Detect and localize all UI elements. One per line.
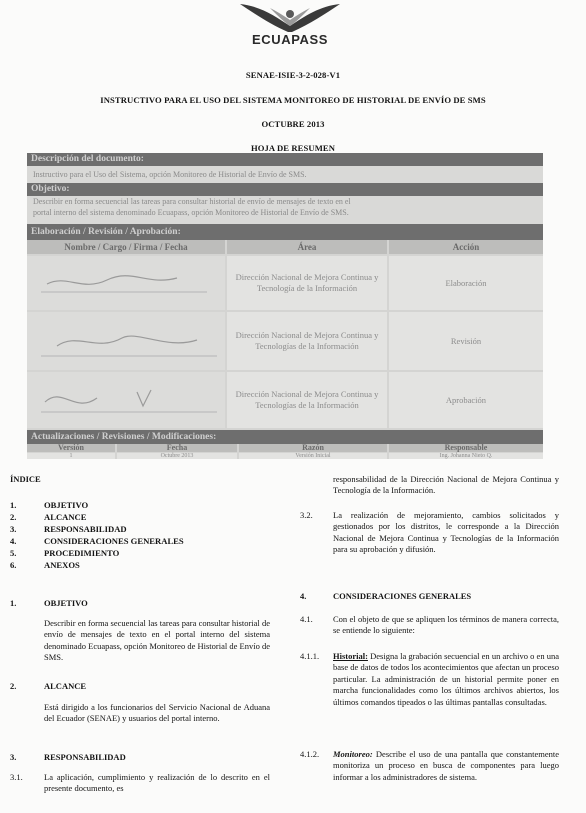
index-item-objetivo[interactable]: OBJETIVO [44, 500, 89, 510]
logo-wordmark: ECUAPASS [251, 32, 329, 47]
mods-header-date: Fecha [117, 444, 237, 452]
index-item-num: 2. [10, 512, 17, 522]
signature-icon [27, 256, 225, 310]
section-4-1-2-number: 4.1.2. [300, 749, 320, 759]
objective-text-line-1: Describir en forma secuencial las tareas para consultar historial de envío de mensajes de texto en el [27, 196, 543, 207]
section-2-number: 2. [10, 681, 17, 691]
section-4-number: 4. [300, 591, 307, 601]
signature-cell [27, 256, 225, 310]
mods-responsible: Ing. Johanna Nieto Q. [389, 453, 543, 459]
row-1-action: Elaboración [389, 256, 543, 310]
section-2-text: Está dirigido a los funcionarios del Servicio Nacional de Aduana del Ecuador (SENAE) y usuarios del portal interno. [44, 702, 270, 724]
column-header-names: Nombre / Cargo / Firma / Fecha [27, 240, 225, 254]
mods-header-reason: Razón [239, 444, 387, 452]
section-3-2-text: La realización de mejoramiento, cambios solicitados y gestionados por los distritos, le corresponde a la Dirección Nacional de Mejora Continua y Tecnologías de la Información para su aprobación y difusión. [333, 510, 559, 555]
section-2-title: ALCANCE [44, 681, 87, 691]
signature-cell [27, 312, 225, 370]
signature-cell [27, 372, 225, 428]
section-1-text: Describir en forma secuencial las tareas para consultar historial de envío de mensajes de texto en el portal interno del sistema denominado Ecuapass, opción Monitoreo de Historial de Envío de SMS. [44, 618, 270, 663]
row-2-action: Revisión [389, 312, 543, 370]
section-4-1-number: 4.1. [300, 614, 313, 624]
index-item-num: 1. [10, 500, 17, 510]
section-3-1-number: 3.1. [10, 772, 23, 782]
section-4-1-2-block [333, 749, 559, 783]
mods-version: 1 [27, 453, 115, 459]
section-4-1-text: Con el objeto de que se apliquen los términos de manera correcta, se entiende lo siguiente: [333, 614, 559, 636]
section-3-1-text: La aplicación, cumplimiento y realización de lo descrito en el presente documento, es [44, 772, 270, 794]
mods-header-responsible: Responsable [389, 444, 543, 452]
column-header-action: Acción [389, 240, 543, 254]
approval-label: Elaboración / Revisión / Aprobación: [27, 224, 543, 240]
index-item-num: 6. [10, 560, 17, 570]
objective-label: Objetivo: [27, 183, 543, 196]
mods-date: Octubre 2013 [117, 453, 237, 459]
index-item-anexos[interactable]: ANEXOS [44, 560, 80, 570]
column-header-area: Área [227, 240, 387, 254]
ecuapass-logo [230, 2, 350, 50]
section-4-1-1-number: 4.1.1. [300, 651, 320, 661]
objective-text-line-2: portal interno del sistema denominado Ecuapass, opción Monitoreo de Historial de Envío de SMS. [27, 207, 543, 224]
section-4-1-1-block [333, 651, 559, 708]
section-4-1-1-text: Designa la grabación secuencial en un archivo o en una base de datos de todos los acontecimientos que afectan un proceso particular. La administración de un historial permite poner en marcha funcionalidades como los últimos archivos abiertos, los últimos comandos tipeados o las últimas pantallas consultadas. [333, 651, 560, 707]
description-text: Instructivo para el Uso del Sistema, opción Monitoreo de Historial de Envío de SMS. [27, 166, 543, 183]
index-item-num: 3. [10, 524, 17, 534]
index-item-num: 4. [10, 536, 17, 546]
index-item-num: 5. [10, 548, 17, 558]
mods-reason: Versión Inicial [239, 453, 387, 459]
index-item-procedimiento[interactable]: PROCEDIMIENTO [44, 548, 120, 558]
document-code: SENAE-ISIE-3-2-028-V1 [245, 70, 341, 80]
index-item-consideraciones[interactable]: CONSIDERACIONES GENERALES [44, 536, 184, 546]
signature-icon [27, 312, 225, 370]
section-1-title: OBJETIVO [44, 598, 88, 608]
condor-emblem-icon [230, 2, 350, 36]
document-title: INSTRUCTIVO PARA EL USO DEL SISTEMA MONITOREO DE HISTORIAL DE ENVÍO DE SMS [100, 95, 486, 105]
row-3-action: Aprobación [389, 372, 543, 428]
section-3-1-continuation: responsabilidad de la Dirección Nacional de Mejora Continua y Tecnología de la Información. [333, 474, 559, 496]
mods-header-version: Versión [27, 444, 115, 452]
row-1-area: Dirección Nacional de Mejora Continua y Tecnología de la Información [227, 256, 387, 310]
term-monitoreo: Monitoreo: [333, 749, 373, 759]
modifications-label: Actualizaciones / Revisiones / Modificaciones: [27, 430, 543, 444]
section-4-1-2-text: Describe el uso de una pantalla que constantemente monitoriza un proceso en busca de componentes para luego informar a los administradores de sistema. [333, 749, 559, 782]
section-heading: HOJA DE RESUMEN [250, 143, 336, 153]
section-1-number: 1. [10, 598, 17, 608]
summary-table [27, 153, 543, 459]
index-item-responsabilidad[interactable]: RESPONSABILIDAD [44, 524, 127, 534]
signature-icon [27, 372, 225, 428]
document-date: OCTUBRE 2013 [261, 119, 325, 129]
term-historial: Historial: [333, 651, 368, 661]
section-3-number: 3. [10, 752, 17, 762]
row-3-area: Dirección Nacional de Mejora Continua y Tecnologías de la Información [227, 372, 387, 428]
index-item-alcance[interactable]: ALCANCE [44, 512, 87, 522]
section-3-title: RESPONSABILIDAD [44, 752, 126, 762]
section-3-2-number: 3.2. [300, 510, 313, 520]
description-label: Descripción del documento: [27, 153, 543, 166]
index-title: ÍNDICE [10, 474, 41, 484]
row-2-area: Dirección Nacional de Mejora Continua y Tecnologías de la Información [227, 312, 387, 370]
section-4-title: CONSIDERACIONES GENERALES [333, 591, 472, 601]
